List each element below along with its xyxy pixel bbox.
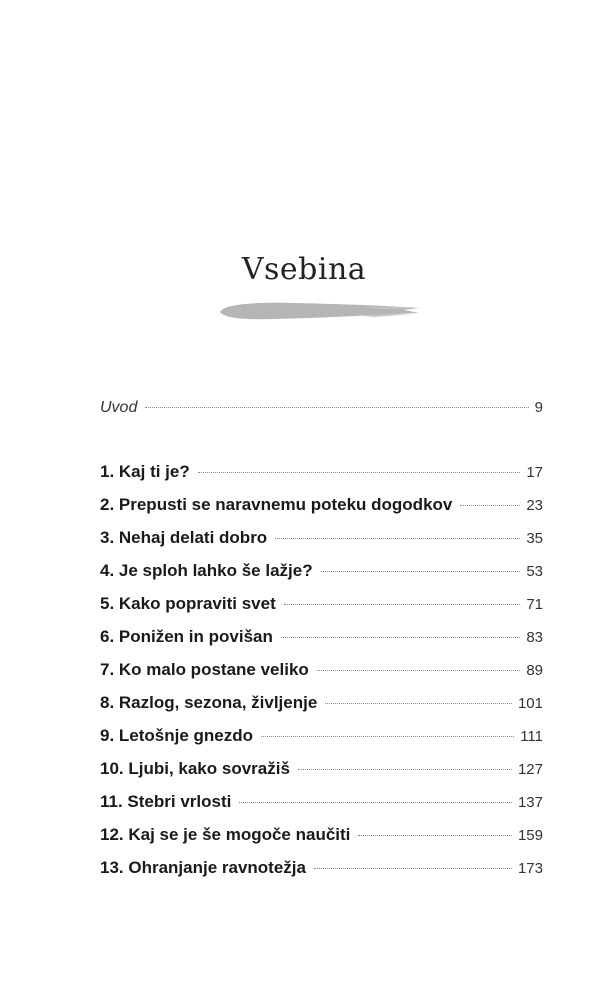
toc-row[interactable] — [100, 693, 543, 726]
dot-leader — [321, 571, 521, 572]
toc-row[interactable] — [100, 462, 543, 495]
toc-page-number: 9 — [534, 399, 543, 416]
toc-page-number: 89 — [526, 662, 543, 679]
toc-row[interactable] — [100, 660, 543, 693]
toc-row[interactable] — [100, 495, 543, 528]
toc-label: 8. Razlog, sezona, življenje — [100, 693, 318, 712]
toc-page-number: 137 — [517, 794, 543, 811]
toc-label: 6. Ponižen in povišan — [100, 627, 273, 646]
dot-leader — [325, 703, 512, 704]
dot-leader — [275, 538, 520, 539]
toc-label: 4. Je sploh lahko še lažje? — [100, 561, 313, 580]
dot-leader — [198, 472, 521, 473]
toc-row[interactable] — [100, 627, 543, 660]
toc-page-number: 71 — [526, 596, 543, 613]
dot-leader — [314, 868, 512, 869]
toc-label: 5. Kako popraviti svet — [100, 594, 276, 613]
toc-row-intro[interactable] — [100, 399, 543, 423]
toc-page-number: 83 — [526, 629, 543, 646]
toc-label: 9. Letošnje gnezdo — [100, 726, 254, 745]
dot-leader — [298, 769, 512, 770]
toc-label: 7. Ko malo postane veliko — [100, 660, 309, 679]
toc-row[interactable] — [100, 858, 543, 891]
toc-row[interactable] — [100, 561, 543, 594]
toc-label: 13. Ohranjanje ravnotežja — [100, 858, 306, 877]
toc-label: 1. Kaj ti je? — [100, 462, 190, 481]
brush-stroke-decoration — [214, 296, 424, 326]
page-title: Vsebina — [241, 252, 367, 287]
toc-row[interactable] — [100, 594, 543, 627]
toc-page-number: 101 — [517, 695, 543, 712]
dot-leader — [239, 802, 512, 803]
toc-label: 11. Stebri vrlosti — [100, 792, 232, 811]
dot-leader — [145, 407, 528, 408]
toc-page-number: 173 — [517, 860, 543, 877]
dot-leader — [358, 835, 512, 836]
toc-label: 12. Kaj se je še mogoče naučiti — [100, 825, 351, 844]
toc-chapter-list — [100, 462, 543, 891]
dot-leader — [317, 670, 521, 671]
toc-label: 10. Ljubi, kako sovražiš — [100, 759, 290, 778]
toc-page-number: 35 — [526, 530, 543, 547]
toc-row[interactable] — [100, 759, 543, 792]
dot-leader — [284, 604, 521, 605]
toc-label: 2. Prepusti se naravnemu poteku dogodkov — [100, 495, 453, 514]
toc-page-number: 53 — [526, 563, 543, 580]
toc-row[interactable] — [100, 726, 543, 759]
toc-label: Uvod — [100, 399, 138, 416]
toc-row[interactable] — [100, 792, 543, 825]
dot-leader — [460, 505, 520, 506]
toc-page-number: 111 — [520, 728, 543, 745]
toc-row[interactable] — [100, 528, 543, 561]
dot-leader — [281, 637, 520, 638]
toc-page-number: 23 — [526, 497, 543, 514]
toc-label: 3. Nehaj delati dobro — [100, 528, 268, 547]
toc-page-number: 127 — [517, 761, 543, 778]
dot-leader — [261, 736, 514, 737]
toc-page-number: 17 — [526, 464, 543, 481]
toc-page-number: 159 — [517, 827, 543, 844]
toc-row[interactable] — [100, 825, 543, 858]
